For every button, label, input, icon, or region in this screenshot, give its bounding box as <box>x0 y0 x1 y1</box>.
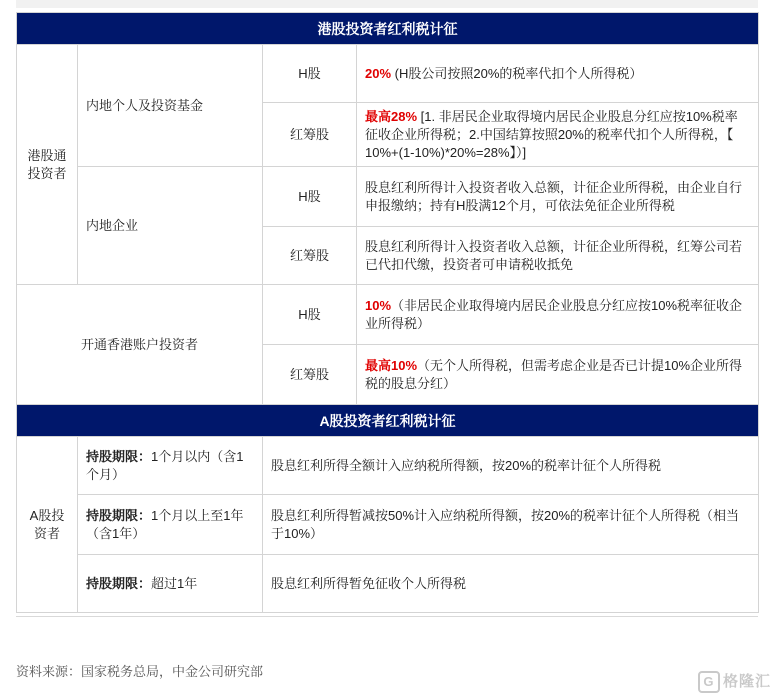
table-row <box>17 495 759 555</box>
share-type-red-chip: 红筹股 <box>263 103 357 167</box>
investor-group-hk-connect: 港股通投资者 <box>17 45 78 285</box>
tax-rate-note: （非居民企业取得境内居民企业股息分红应按10%税率征收企业所得税） <box>365 297 743 331</box>
watermark-icon: G <box>698 671 720 693</box>
holding-period-lead: 持股期限： <box>86 575 152 591</box>
holding-period-lead: 持股期限： <box>86 507 152 523</box>
hk-section-header-row <box>17 13 759 45</box>
holding-period-lead: 持股期限： <box>86 448 152 464</box>
table-row <box>17 285 759 345</box>
share-type-h: H股 <box>263 285 357 345</box>
tax-description: 股息红利所得计入投资者收入总额，计征企业所得税，由企业自行申报缴纳；持有H股满12个月，可依法免征企业所得税 <box>357 167 759 227</box>
share-type-h: H股 <box>263 45 357 103</box>
holding-period-value: 1个月以上至1年（含1年） <box>86 507 244 541</box>
watermark-text: 格隆汇 <box>722 673 771 690</box>
investor-group-hk-account: 开通香港账户投资者 <box>17 285 263 405</box>
tax-rate-highlight: 20% <box>365 65 392 81</box>
bottom-divider <box>16 616 758 617</box>
tax-rate-highlight: 10% <box>365 297 392 313</box>
holding-period-value: 超过1年 <box>151 575 198 591</box>
share-type-red-chip: 红筹股 <box>263 227 357 285</box>
a-section-header-row <box>17 405 759 437</box>
tax-description: 股息红利所得计入投资者收入总额，计征企业所得税，红筹公司若已代扣代缴，投资者可申请税收抵免 <box>357 227 759 285</box>
tax-rate-highlight: 最高10% <box>365 357 418 373</box>
tax-description: 股息红利所得暂减按50%计入应纳税所得额，按20%的税率计征个人所得税（相当于10%） <box>263 495 759 555</box>
source-note: 资料来源：国家税务总局，中金公司研究部 <box>16 664 264 679</box>
tax-description: 股息红利所得全额计入应纳税所得额，按20%的税率计征个人所得税 <box>263 437 759 495</box>
a-section-header: A股投资者红利税计征 <box>17 405 759 437</box>
tax-description <box>357 103 759 167</box>
top-divider <box>16 0 758 8</box>
tax-description <box>357 45 759 103</box>
tax-description <box>357 285 759 345</box>
table-row <box>17 45 759 103</box>
table-row <box>17 167 759 227</box>
share-type-h: H股 <box>263 167 357 227</box>
sub-group-mainland-individual: 内地个人及投资基金 <box>78 45 263 167</box>
share-type-red-chip: 红筹股 <box>263 345 357 405</box>
tax-description: 股息红利所得暂免征收个人所得税 <box>263 555 759 613</box>
sub-group-mainland-enterprise: 内地企业 <box>78 167 263 285</box>
holding-period-value: 1个月以内（含1个月） <box>86 448 244 482</box>
tax-rate-note: （无个人所得税，但需考虑企业是否已计提10%企业所得税的股息分红） <box>365 357 743 391</box>
table-row <box>17 437 759 495</box>
dividend-tax-table <box>16 12 759 613</box>
tax-rate-highlight: 最高28% <box>365 108 418 124</box>
tax-rate-note: [1. 非居民企业取得境内居民企业股息分红应按10%税率征收企业所得税；2.中国结算按照20%的税率代扣个人所得税，【 10%+(1-10%)*20%=28%】）] <box>365 108 738 160</box>
hk-section-header: 港股投资者红利税计征 <box>17 13 759 45</box>
holding-period <box>78 437 263 495</box>
holding-period <box>78 555 263 613</box>
table-row <box>17 555 759 613</box>
investor-group-a-share: A股投资者 <box>17 437 78 613</box>
holding-period <box>78 495 263 555</box>
tax-description <box>357 345 759 405</box>
tax-rate-note: (H股公司按照20%的税率代扣个人所得税） <box>391 65 643 81</box>
watermark-logo <box>698 670 771 693</box>
